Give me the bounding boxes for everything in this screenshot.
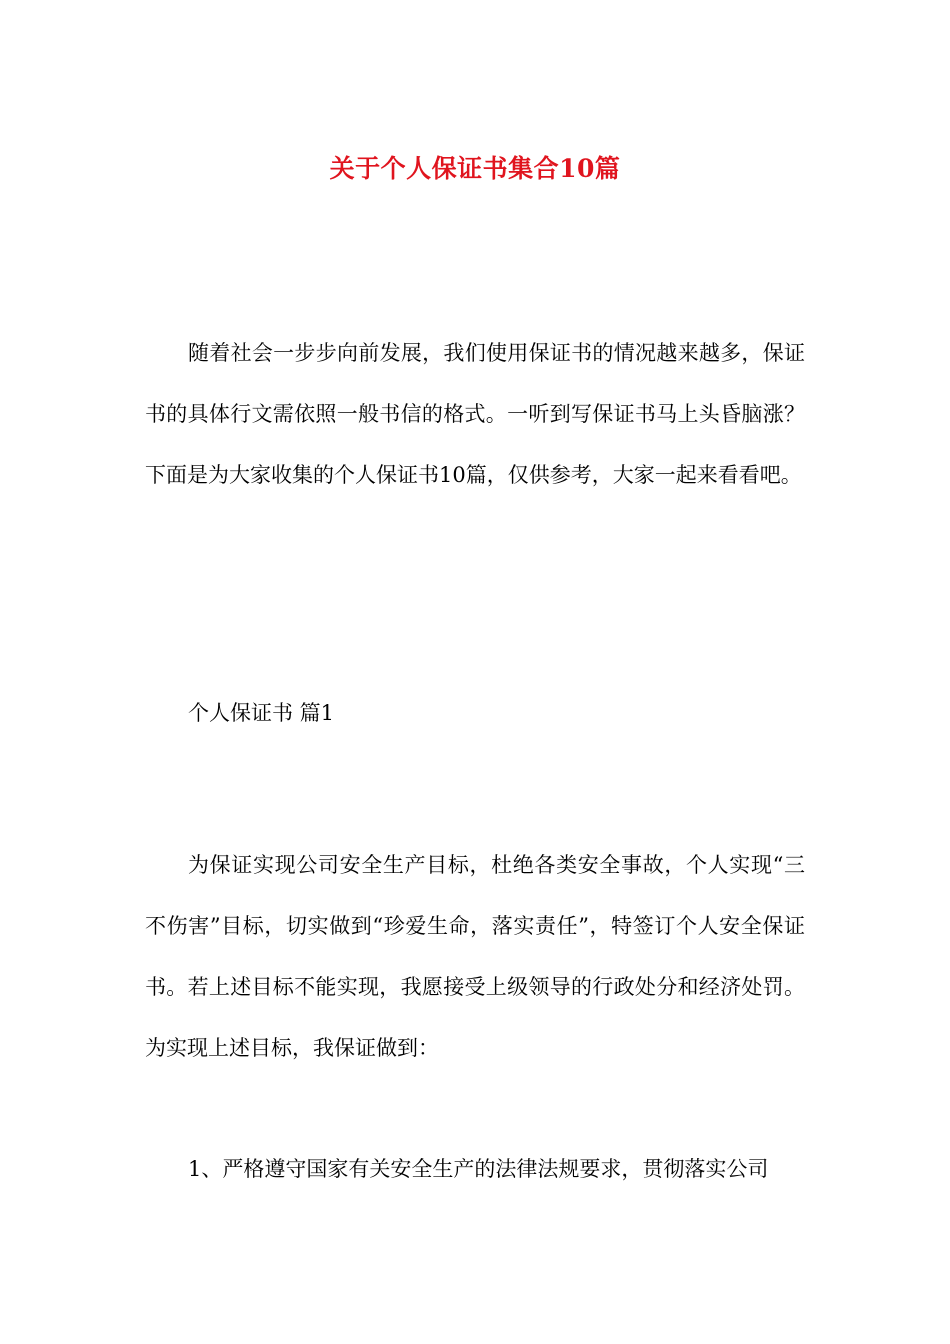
section-heading: 个人保证书 篇1 — [188, 701, 335, 725]
document-title: 关于个人保证书集合10篇 — [329, 153, 621, 183]
intro-paragraph: 随着社会一步步向前发展，我们使用保证书的情况越来越多，保证书的具体行文需依照一般书信的格式。一听到写保证书马上头昏脑涨？下面是为大家收集的个人保证书10篇，仅供参考，大家一起来看看吧。 — [145, 341, 805, 487]
body-paragraph: 为保证实现公司安全生产目标，杜绝各类安全事故，个人实现“三不伤害”目标，切实做到“珍爱生命，落实责任”，特签订个人安全保证书。若上述目标不能实现，我愿接受上级领导的行政处分和经济处罚。为实现上述目标，我保证做到： — [145, 853, 805, 1060]
list-item-1: 1、严格遵守国家有关安全生产的法律法规要求，贯彻落实公司 — [188, 1157, 769, 1181]
